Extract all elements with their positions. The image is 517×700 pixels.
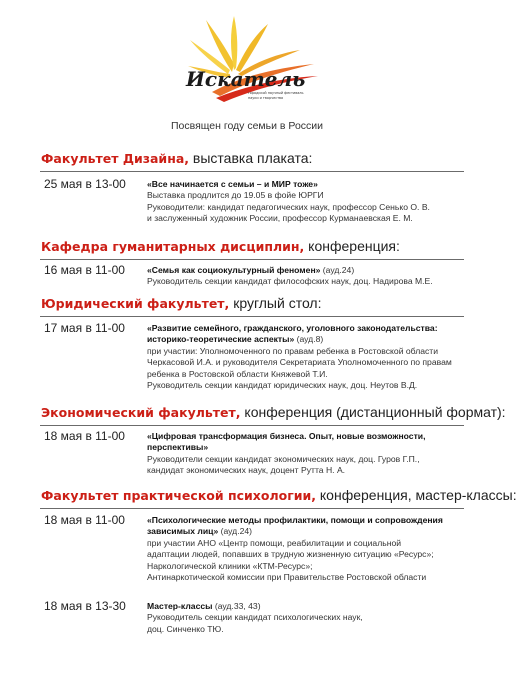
logo-tagline: науки и творчества	[248, 96, 284, 100]
section-heading	[41, 238, 400, 254]
section-heading	[41, 150, 312, 166]
faculty-name: Экономический факультет,	[41, 405, 241, 420]
wheat-sun-emblem-icon	[172, 14, 322, 106]
event-block	[147, 179, 465, 225]
event-detail: Антинаркотической комиссии при Правительстве Ростовской области	[147, 572, 427, 583]
event-date: 18 мая в 11-00	[44, 429, 125, 443]
event-date: 25 мая в 13-00	[44, 177, 126, 191]
event-detail: Руководитель секции кандидат юридических наук, доц. Неутов В.Д.	[147, 380, 418, 391]
event-detail: доц. Синченко ТЮ.	[147, 623, 224, 634]
event-detail: и заслуженный художник России, профессор Курманаевская Е. М.	[147, 213, 413, 224]
event-title: «Психологические методы профилактики, помощи и сопровождения	[147, 515, 443, 525]
event-date: 17 мая в 11-00	[44, 321, 125, 335]
event-room: (ауд.33, 43)	[212, 601, 261, 611]
event-date: 18 мая в 11-00	[44, 513, 125, 527]
section-divider	[40, 508, 464, 509]
section-divider	[40, 259, 464, 260]
section-heading	[41, 404, 506, 420]
faculty-name: Факультет практической психологии,	[41, 488, 316, 503]
event-detail: ребенка в Ростовской области Княжевой Т.И.	[147, 368, 328, 379]
faculty-name: Кафедра гуманитарных дисциплин,	[41, 239, 305, 254]
event-detail: Руководители: кандидат педагогических наук, профессор Сенько О. В.	[147, 201, 430, 212]
event-title: «Цифровая трансформация бизнеса. Опыт, новые возможности,	[147, 431, 426, 441]
event-type: круглый стол:	[229, 295, 322, 311]
section-divider	[40, 171, 464, 172]
event-detail: Выставка продлится до 19.05 в фойе ЮРГИ	[147, 190, 324, 201]
event-detail: при участии АНО «Центр помощи, реабилитации и социальной	[147, 537, 402, 548]
event-detail: Наркологической клиники «КТМ-Ресурс»;	[147, 560, 313, 571]
section-divider	[40, 316, 464, 317]
dedication-text: Посвящен году семьи в России	[170, 120, 324, 132]
event-block	[147, 431, 465, 477]
event-detail: Руководители секции кандидат экономических наук, доц. Гуров Г.П.,	[147, 453, 420, 464]
event-detail: при участии: Уполномоченного по правам ребенка в Ростовской области	[147, 345, 439, 356]
event-date: 18 мая в 13-30	[44, 599, 126, 613]
section-heading	[41, 295, 322, 311]
faculty-name: Факультет Дизайна,	[41, 151, 190, 166]
festival-logo	[172, 14, 322, 106]
event-title: «Семья как социокультурный феномен»	[147, 265, 321, 275]
section-divider	[40, 425, 464, 426]
event-block	[147, 265, 465, 288]
event-title: Мастер-классы	[147, 601, 213, 611]
event-block	[147, 515, 465, 583]
event-room: (ауд.24)	[218, 526, 253, 537]
event-detail: адаптации людей, попавших в трудную жизненную ситуацию «Ресурс»;	[147, 549, 434, 560]
event-detail: Руководитель секции кандидат философских наук, доц. Надирова М.Е.	[147, 276, 433, 287]
event-title: историко-теоретические аспекты»	[147, 334, 295, 345]
event-type: конференция (дистанционный формат):	[240, 404, 506, 420]
event-title: перспективы»	[147, 442, 209, 453]
section-heading	[41, 487, 517, 503]
event-block	[147, 323, 465, 391]
event-block	[147, 601, 465, 635]
event-title: «Все начинается с семьи – и МИР тоже»	[147, 179, 318, 189]
event-room: (ауд.8)	[294, 334, 324, 345]
event-detail: Руководитель секции кандидат психологических наук,	[147, 612, 363, 623]
event-room: (ауд.24)	[320, 265, 355, 275]
event-type: выставка плаката:	[189, 150, 313, 166]
event-type: конференция, мастер-классы:	[316, 487, 517, 503]
logo-wordmark: Искатель	[186, 67, 306, 91]
event-date: 16 мая в 11-00	[44, 263, 125, 277]
event-title: зависимых лиц»	[147, 526, 219, 537]
event-title: «Развитие семейного, гражданского, уголовного законодательства:	[147, 323, 438, 333]
event-type: конференция:	[304, 238, 400, 254]
logo-tagline: городской научный фестиваль	[248, 91, 304, 95]
event-detail: кандидат экономических наук, доцент Рутта Н. А.	[147, 465, 346, 476]
event-detail: Черкасовой И.А. и руководителя Секретариата Уполномоченного по правам	[147, 357, 452, 368]
faculty-name: Юридический факультет,	[41, 296, 230, 311]
